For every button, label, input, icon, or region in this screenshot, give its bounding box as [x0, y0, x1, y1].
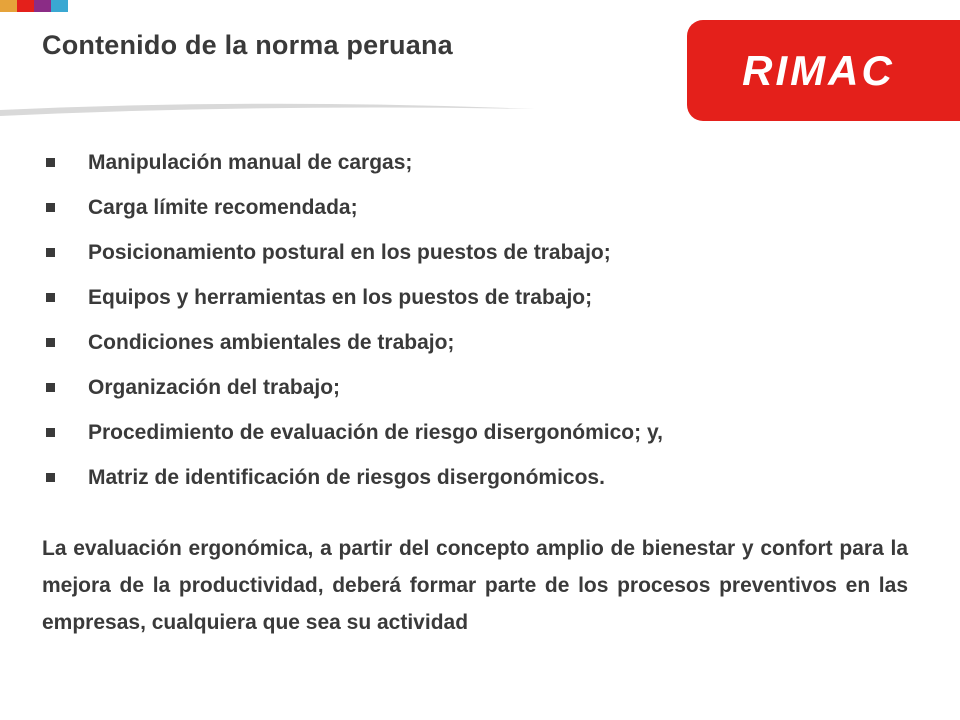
summary-paragraph: La evaluación ergonómica, a partir del concepto amplio de bienestar y confort para la mejora de la productividad, deberá formar parte de los procesos preventivos en las empresas, cualquiera que sea su actividad: [42, 537, 908, 634]
square-bullet-icon: [46, 428, 55, 437]
list-item: [42, 230, 663, 275]
square-bullet-icon: [46, 293, 55, 302]
strip-purple: [34, 0, 51, 12]
list-item-label: Manipulación manual de cargas;: [88, 150, 413, 174]
bullet-list: [42, 140, 663, 500]
strip-red: [17, 0, 34, 12]
strip-cyan: [51, 0, 68, 12]
square-bullet-icon: [46, 383, 55, 392]
square-bullet-icon: [46, 158, 55, 167]
square-bullet-icon: [46, 248, 55, 257]
list-item: [42, 320, 663, 365]
list-item: [42, 140, 663, 185]
strip-orange: [0, 0, 17, 12]
list-item: [42, 410, 663, 455]
square-bullet-icon: [46, 473, 55, 482]
square-bullet-icon: [46, 338, 55, 347]
list-item-label: Matriz de identificación de riesgos disergonómicos.: [88, 465, 605, 489]
list-item-label: Carga límite recomendada;: [88, 195, 358, 219]
list-item-label: Organización del trabajo;: [88, 375, 341, 399]
list-item: [42, 455, 663, 500]
list-item: [42, 365, 663, 410]
square-bullet-icon: [46, 203, 55, 212]
rimac-logo-text: RIMAC: [742, 47, 895, 94]
list-item: [42, 275, 663, 320]
page-title: Contenido de la norma peruana: [42, 30, 453, 60]
list-item-label: Procedimiento de evaluación de riesgo disergonómico; y,: [88, 420, 663, 444]
list-item: [42, 185, 663, 230]
list-item-label: Equipos y herramientas en los puestos de trabajo;: [88, 285, 593, 309]
list-item-label: Posicionamiento postural en los puestos de trabajo;: [88, 240, 611, 264]
title-swoosh: [0, 96, 540, 118]
rimac-logo: [687, 20, 960, 121]
corner-color-strip: [0, 0, 68, 12]
list-item-label: Condiciones ambientales de trabajo;: [88, 330, 455, 354]
